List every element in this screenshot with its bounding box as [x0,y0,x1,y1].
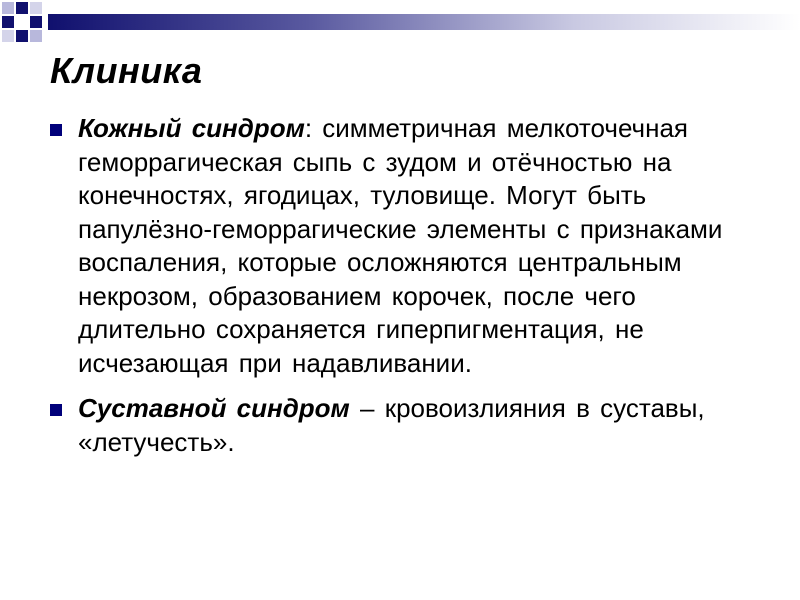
checker-squares-icon [2,2,42,42]
slide-title: Клиника [50,50,203,91]
bullet-term: Кожный синдром [78,113,305,143]
bullet-text: : симметричная мелкоточечная геморрагическая сыпь с зудом и отёчностью на конечностях, ягодицах, туловище. Могут быть папулёзно-геморрагические элементы с признаками воспаления, которые осложняются центральным некрозом, образованием корочек, после чего длительно сохраняется гиперпигментация, не исчезающая при надавливании. [78,113,723,378]
bullet-list [46,112,746,459]
bullet-item-joint-syndrome [46,392,746,459]
bullet-text: – кровоизлияния в суставы, «летучесть». [78,393,705,457]
square-bullet-icon [50,404,62,416]
square-bullet-icon [50,124,62,136]
bullet-term: Суставной синдром [78,393,350,423]
header-band [0,0,800,46]
bullet-item-skin-syndrome [46,112,746,380]
